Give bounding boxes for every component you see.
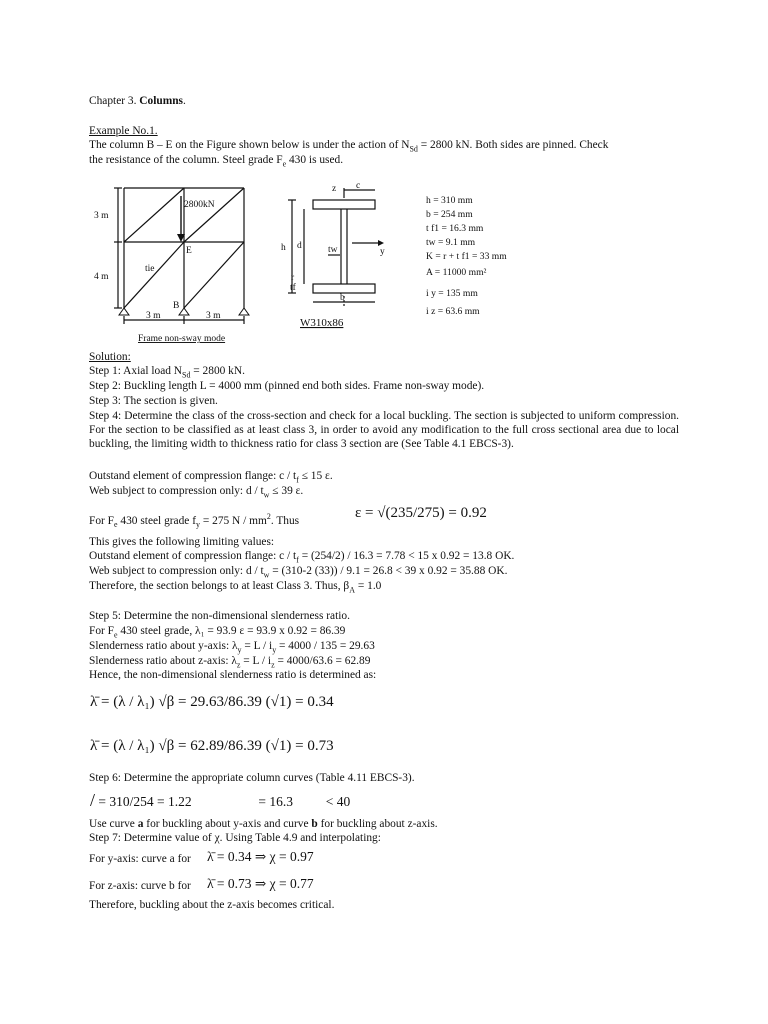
section-d: d [297,241,302,251]
span-left: 3 m [146,311,161,321]
limiting-values: This gives the following limiting values: [89,536,275,548]
solution-heading: Solution: [89,351,131,363]
section-r: r [291,273,295,283]
yaxis-equation: λ̄ = 0.34 ⇒ χ = 0.97 [207,849,314,864]
section-y: y [380,247,385,257]
ratio-row: / = 310/254 = 1.22 = 16.3 < 40 [90,790,351,810]
flange-check: Outstand element of compression flange: $c / t_f = (254/2) / 16.3 = 7.78 < 15$ x 0.92 = 13.8 OK. [89,550,515,565]
prop-iz: i z = 63.6 mm [426,306,480,317]
intro-line-2: the resistance of the column. Steel grade $F_e$ 430 is used. [89,154,344,169]
section-name: W310x86 [300,317,344,329]
conclusion: Therefore, buckling about the z-axis becomes critical. [89,899,335,911]
lambda-bar-z-equation: λ̄ = (λ / λ₁) √β = 62.89/86.39 (√1) = 0.73 [90,738,334,754]
dim-bottom: 4 m [94,272,109,282]
chapter-heading: Chapter 3. Columns. [89,95,186,107]
lambda1-line: For $F_e$ 430 steel grade, λ₁ = 93.9 ε = 93.9 x 0.92 = 86.39 [89,625,346,640]
step-3: Step 3: The section is given. [89,395,218,407]
step-1: Step 1: Axial load $N_{Sd} = 2800$ kN. [89,365,245,380]
step-5: Step 5: Determine the non-dimensional slenderness ratio. [89,610,350,622]
prop-b: b = 254 mm [426,209,473,220]
section-c: c [356,181,361,191]
ratio-slash-icon: / [90,790,96,810]
section-h: h [281,243,286,253]
lambda-bar-y-equation: λ̄ = (λ / λ₁) √β = 29.63/86.39 (√1) = 0.34 [90,694,334,710]
web-check: Web subject to compression only: $d / t_w = (310-2$ (33)) / 9.1 = 26.8 < 39 x 0.92 = 35.88 OK. [89,565,508,580]
span-right: 3 m [206,311,221,321]
slenderness-z: Slenderness ratio about z-axis: $\lambda_z = L / i_z = 4000/63.6 = 62.89$ [89,655,371,670]
zaxis-label: For z-axis: curve b for [89,880,191,892]
curve-use: Use curve a for buckling about y-axis and curve b for buckling about z-axis. [89,818,438,830]
slenderness-y: Slenderness ratio about y-axis: $\lambda_y = L / i_y = 4000 / 135 = 29.63$ [89,640,375,655]
step-6: Step 6: Determine the appropriate column curves (Table 4.11 EBCS-3). [89,772,415,784]
prop-h: h = 310 mm [426,195,473,206]
epsilon-equation: ε = √(235/275) = 0.92 [355,505,487,521]
section-tf: tf [290,283,296,293]
step-2: Step 2: Buckling length L = 4000 mm (pinned end both sides. Frame non-sway mode). [89,380,485,392]
step-4: Step 4: Determine the class of the cross-section and check for a local buckling. The section is subjected to uniform compression. For the section to be classified as at least class 3, in order to avoid any modification to the full cross sectional area due to local buckling, the limiting width to thickness ratio for class 3 section are (See Table 4.1 EBCS-3). [89,410,679,450]
fy-line: For $F_e$ 430 steel grade $f_y = 275$ N / $mm^2$. Thus [89,512,300,530]
prop-tf: t f1 = 16.3 mm [426,223,484,234]
example-label: Example No.1. [89,125,158,137]
prop-iy: i y = 135 mm [426,288,478,299]
prop-tw: tw = 9.1 mm [426,237,476,248]
frame-caption: Frame non-sway mode [138,334,226,344]
yaxis-label: For y-axis: curve a for [89,853,191,865]
load-label: 2800kN [184,200,215,210]
step-7: Step 7: Determine value of χ. Using Table 4.9 and interpolating: [89,832,381,844]
section-b: b [340,293,345,303]
section-tw: tw [328,245,338,255]
web-limit: Web subject to compression only: $d / t_w \le 39$ ε. [89,485,304,500]
joint-b: B [173,301,180,311]
section-z: z [332,184,337,194]
prop-a: A = 11000 mm² [426,267,487,278]
hence-line: Hence, the non-dimensional slenderness ratio is determined as: [89,669,377,681]
prop-k: K = r + t f1 = 33 mm [426,251,507,262]
class-result: Therefore, the section belongs to at least Class 3. Thus, $\beta_A = 1.0$ [89,580,382,595]
dim-top: 3 m [94,211,109,221]
tie-label: tie [145,264,155,274]
intro-line-1: The column B – E on the Figure shown below is under the action of $N_{Sd} = 2800$ kN. Both sides are pinned. Check [89,139,609,154]
flange-limit: Outstand element of compression flange: $c / t_f \le 15$ ε. [89,470,333,485]
zaxis-equation: λ̄ = 0.73 ⇒ χ = 0.77 [207,876,314,891]
joint-e: E [186,246,192,256]
